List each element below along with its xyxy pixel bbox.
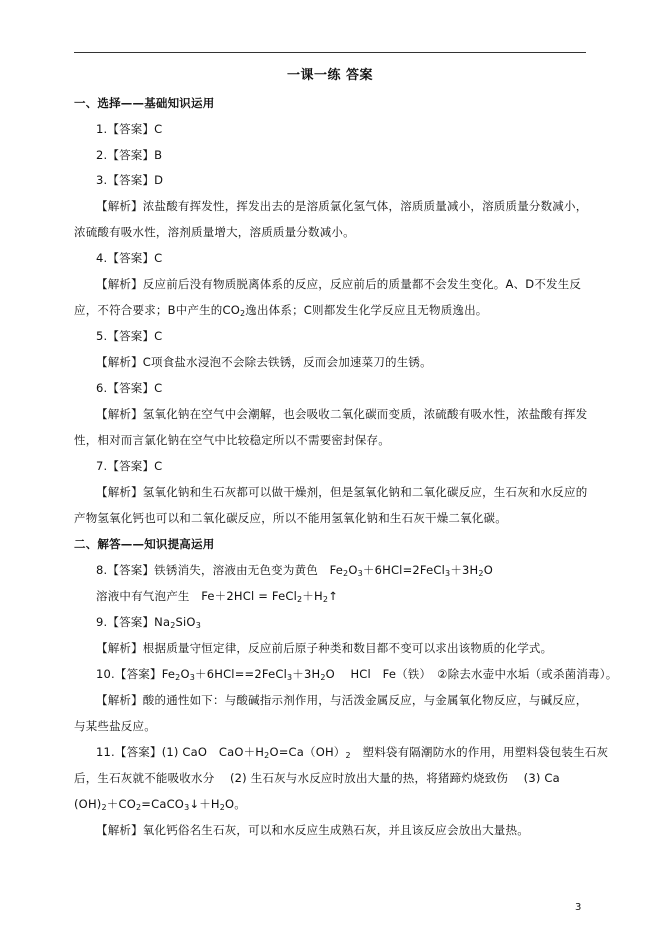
analysis-5: 【解析】C项食盐水浸泡不会除去铁锈，反而会加速菜刀的生锈。: [96, 355, 432, 369]
analysis-4-line-2: 应，不符合要求；B中产生的$CO_2$逸出体系；C则都发生化学反应且无物质逸出。: [74, 303, 488, 318]
section-heading-2: 二、解答——知识提高运用: [74, 537, 215, 551]
analysis-7-line-2: 产物氢氧化钙也可以和二氧化碳反应，所以不能用氢氧化钠和生石灰干燥二氧化碳。: [74, 511, 507, 525]
answer-5: 5.【答案】C: [96, 329, 163, 343]
answer-8-line-1: 8.【答案】铁锈消失，溶液由无色变为黄色 $Fe_2O_3+6HCl=2FeCl_3+3H_2O$: [96, 563, 493, 578]
analysis-3-line-1: 【解析】浓盐酸有挥发性，挥发出去的是溶质氯化氢气体，溶质质量减小，溶质质量分数减小，: [96, 199, 588, 213]
answer-9: 9.【答案】$Na_2SiO_3$: [96, 615, 201, 630]
answer-11-line-3: $(OH)_2+CO_2=CaCO_3↓+H_2O$。: [74, 797, 246, 812]
analysis-6-line-1: 【解析】氢氧化钠在空气中会潮解，也会吸收二氧化碳而变质，浓硫酸有吸水性，浓盐酸有挥发: [96, 407, 588, 421]
analysis-9: 【解析】根据质量守恒定律，反应前后原子种类和数目都不变可以求出该物质的化学式。: [96, 641, 553, 655]
answer-1: 1.【答案】C: [96, 122, 163, 136]
analysis-10-line-1: 【解析】酸的通性如下：与酸碱指示剂作用，与活泼金属反应，与金属氧化物反应，与碱反应，: [96, 693, 588, 707]
analysis-4-line-1: 【解析】反应前后没有物质脱离体系的反应，反应前后的质量都不会发生变化。A、D不发生反: [96, 277, 582, 291]
answer-6: 6.【答案】C: [96, 381, 163, 395]
analysis-11: 【解析】氧化钙俗名生石灰，可以和水反应生成熟石灰，并且该反应会放出大量热。: [96, 823, 529, 837]
page-title: 一课一练 答案: [286, 68, 374, 83]
answer-3: 3.【答案】D: [96, 173, 164, 187]
answer-11-line-1: 11.【答案】(1) CaO $CaO+H_2O=Ca(OH)_2$ 塑料袋有隔潮防水的作用，用塑料袋包装生石灰: [96, 745, 609, 760]
analysis-10-line-2: 与某些盐反应。: [74, 719, 156, 733]
answer-2: 2.【答案】B: [96, 148, 163, 162]
answer-7: 7.【答案】C: [96, 459, 163, 473]
answer-8-line-2: 溶液中有气泡产生 $Fe+2HCl = FeCl_2+H_2↑$: [96, 589, 338, 604]
analysis-3-line-2: 浓硫酸有吸水性，溶剂质量增大，溶质质量分数减小。: [74, 225, 355, 239]
answer-4: 4.【答案】C: [96, 251, 163, 265]
answer-10: 10.【答案】$Fe_2O_3+6HCl==2FeCl_3+3H_2O$ HCl Fe（铁） ②除去水壶中水垢（或杀菌消毒）。: [96, 667, 618, 682]
answer-11-line-2: 后，生石灰就不能吸收水分 (2) 生石灰与水反应时放出大量的热，将猪蹄灼烧致伤 (3) Ca: [74, 771, 560, 785]
page-number: 3: [575, 902, 582, 913]
analysis-7-line-1: 【解析】氢氧化钠和生石灰都可以做干燥剂，但是氢氧化钠和二氧化碳反应，生石灰和水反应的: [96, 485, 588, 499]
analysis-6-line-2: 性，相对而言氯化钠在空气中比较稳定所以不需要密封保存。: [74, 433, 390, 447]
section-heading-1: 一、选择——基础知识运用: [74, 96, 215, 110]
header-rule: [74, 52, 586, 53]
